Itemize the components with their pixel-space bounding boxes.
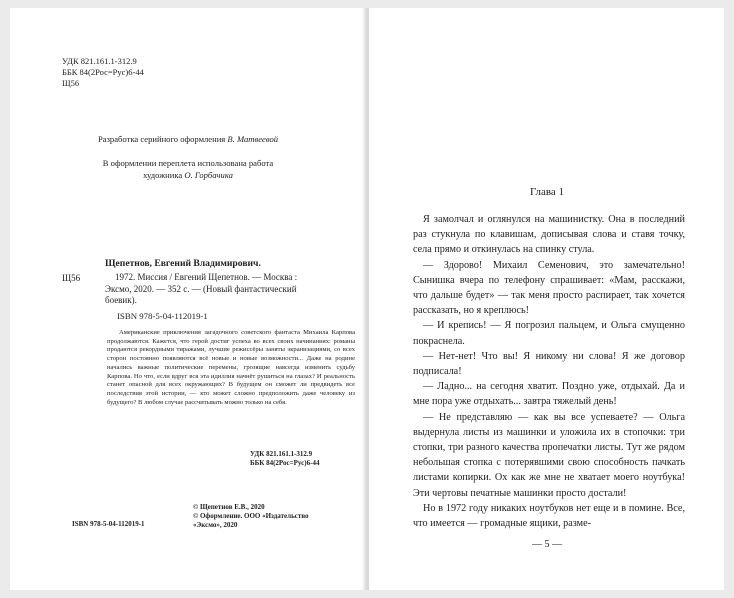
cover-art-credit (10, 157, 366, 181)
paragraph: Но в 1972 году никаких ноутбуков нет еще и в помине. Все, что имеется — громадные ящики, разме- (413, 502, 685, 530)
cover-art-prefix: художника (143, 170, 185, 180)
udk-small (250, 450, 319, 468)
series-design-text: Разработка серийного оформления (97, 134, 228, 144)
paragraph: — Не представляю — как вы все успеваете? — Ольга выдернула листы из машинки и уложила их в стопочки: три стопки, три разного качества пропечатки листы. Тут же рядом небольшая стопка с потерявшими свою способность пачкать листами копирки. Ох как же мне не хватает моего ноутбука! Эти чертовы печатные машинки просто достали! (413, 411, 685, 499)
series-design-author: В. Матвеевой (227, 134, 279, 144)
isbn-line: ISBN 978-5-04-112019-1 (117, 311, 208, 321)
paragraph: — И крепись! — Я погрозил пальцем, и Ольга смущенно покраснела. (413, 320, 685, 347)
series-design-credit (10, 133, 366, 145)
bib-line: Эксмо, 2020. — 352 с. — (Новый фантастический (105, 283, 297, 294)
author-heading: Щепетнов, Евгений Владимирович. (105, 258, 261, 269)
paragraph: — Нет-нет! Что вы! Я никому ни слова! Я же договор подписала! (413, 350, 685, 378)
bbk-line: ББК 84(2Рос=Рус)6-44 (62, 67, 144, 77)
chapter-title: Глава 1 (529, 186, 565, 198)
udk-block (62, 56, 144, 89)
bib-line: 1972. Миссия / Евгений Щепетнов. — Москва : (115, 272, 298, 282)
udk-line: УДК 821.161.1-312.9 (62, 56, 137, 66)
isbn-bottom: ISBN 978-5-04-112019-1 (72, 520, 145, 528)
paragraph: Я замолчал и оглянулся на машинистку. Она в последний раз стукнула по клавишам, дописывая слова и ставя точку, села прямо и откинулась на спинку стула. (413, 214, 685, 256)
copyright-line: © Оформление. ООО «Издательство (193, 512, 309, 520)
chapter-body (413, 212, 685, 531)
copyright-line: © Щепетнов Е.В., 2020 (193, 503, 265, 511)
page-number: — 5 — (532, 539, 562, 550)
annotation: Американские приключения загадочного советского фантаста Михаила Карпова продолжаются. Кажется, что герой достиг успеха во всех своих начинаниях: романы продаются рекордными тиражами, лучшие режиссёры заняты экранизациями, со всех сторон постоянно появляются всё новые и новые возможности... Даже на родине начались важные политические перемены, грозящие навсегда изменить судьбу Карпова. Но что, если вдруг вся эта идиллия начнёт рушиться на глазах? И реальность станет опасной для всех окружающих? В будущем он сможет ли предвидеть все последствия этой истории, — кто может сложно предположить даже человеку из будущего? В любом случае рассчитывать можно только на себя. (107, 329, 355, 406)
copyright-block (193, 503, 309, 530)
bib-line: боевик). (105, 295, 137, 305)
right-page (368, 8, 724, 590)
paragraph: — Здорово! Михаил Семенович, это замечательно! Сынишка вчера по телефону спрашивает: «Мам, расскажи, что дальше будет» — так меня просто распирает, так хочется рассказать, но я креплюсь! (413, 259, 685, 317)
bbk-small-line: ББК 84(2Рос=Рус)6-44 (250, 459, 320, 467)
paragraph: — Ладно... на сегодня хватит. Поздно уже, отдыхай. Да и мне пора уже отдыхать... завтра тяжелый день! (413, 381, 685, 408)
bibliographic-record (105, 272, 355, 307)
copyright-line: «Эксмо», 2020 (193, 521, 238, 529)
left-page (10, 8, 366, 590)
cover-art-author: О. Горбачика (184, 170, 233, 180)
cover-art-line1: В оформлении переплета использована работа (102, 158, 274, 168)
udk-small-line: УДК 821.161.1-312.9 (250, 450, 313, 458)
index-line: Щ56 (62, 78, 80, 88)
index-code: Щ56 (62, 273, 81, 283)
